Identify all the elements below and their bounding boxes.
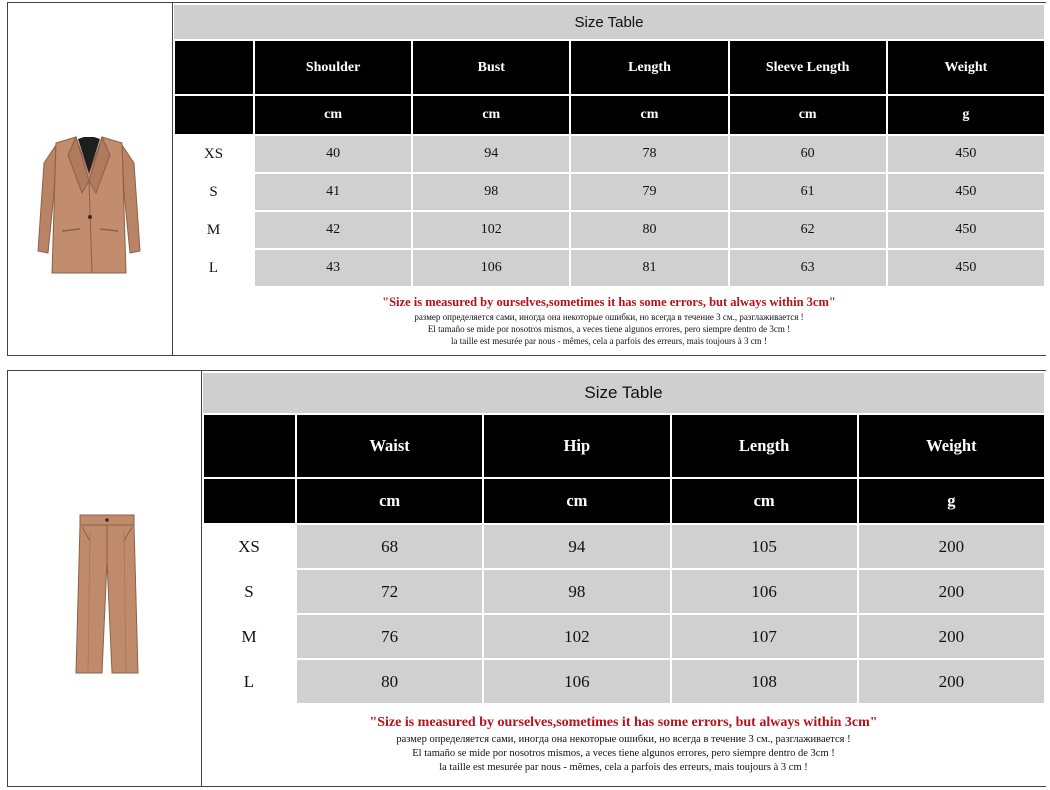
- size-label: M: [203, 614, 296, 659]
- pants-unit-cell: cm: [483, 478, 670, 524]
- value-cell: 98: [412, 173, 570, 211]
- jacket-size-table: [173, 3, 1046, 355]
- note-russian: размер определяется сами, иногда она некоторые ошибки, но всегда в течение 3 см., разглаживается !: [414, 311, 804, 322]
- pants-header-waist: Waist: [296, 414, 483, 478]
- pants-header-weight: Weight: [858, 414, 1045, 478]
- value-cell: 80: [296, 659, 483, 704]
- jacket-unit-cell: cm: [570, 95, 728, 135]
- pants-table-title: Size Table: [203, 372, 1045, 414]
- pants-header-hip: Hip: [483, 414, 670, 478]
- value-cell: 200: [858, 614, 1045, 659]
- value-cell: 40: [254, 135, 412, 173]
- note-french: la taille est mesurée par nous - mêmes, cela a parfois des erreurs, mais toujours à 3 cm !: [439, 762, 808, 774]
- blazer-image: [34, 133, 144, 283]
- value-cell: 63: [729, 249, 887, 287]
- pants-unit-corner: [203, 478, 296, 524]
- value-cell: 81: [570, 249, 728, 287]
- pants-size-table: [202, 371, 1046, 786]
- value-cell: 450: [887, 173, 1045, 211]
- value-cell: 450: [887, 249, 1045, 287]
- pants-unit-cell: cm: [671, 478, 858, 524]
- note-russian: размер определяется сами, иногда она некоторые ошибки, но всегда в течение 3 см., разглаживается !: [396, 733, 851, 745]
- table-row: [174, 211, 1045, 249]
- value-cell: 102: [412, 211, 570, 249]
- table-row: [203, 659, 1045, 704]
- value-cell: 450: [887, 135, 1045, 173]
- jacket-header-length: Length: [570, 40, 728, 95]
- note-spanish: El tamaño se mide por nosotros mismos, a veces tiene algunos errores, pero siempre dentro de 3cm !: [412, 747, 835, 759]
- jacket-header-shoulder: Shoulder: [254, 40, 412, 95]
- value-cell: 78: [570, 135, 728, 173]
- pants-header-length: Length: [671, 414, 858, 478]
- value-cell: 62: [729, 211, 887, 249]
- value-cell: 76: [296, 614, 483, 659]
- value-cell: 106: [671, 569, 858, 614]
- jacket-photo-cell: [8, 3, 173, 355]
- value-cell: 60: [729, 135, 887, 173]
- table-row: [174, 135, 1045, 173]
- table-row: [174, 249, 1045, 287]
- jacket-unit-cell: cm: [729, 95, 887, 135]
- value-cell: 79: [570, 173, 728, 211]
- value-cell: 41: [254, 173, 412, 211]
- jacket-table-title: Size Table: [174, 4, 1045, 40]
- pants-unit-cell: cm: [296, 478, 483, 524]
- size-label: S: [203, 569, 296, 614]
- value-cell: 94: [483, 524, 670, 569]
- value-cell: 108: [671, 659, 858, 704]
- table-row: [203, 524, 1045, 569]
- value-cell: 200: [858, 569, 1045, 614]
- pants-unit-cell: g: [858, 478, 1045, 524]
- value-cell: 200: [858, 659, 1045, 704]
- jacket-unit-cell: cm: [412, 95, 570, 135]
- value-cell: 200: [858, 524, 1045, 569]
- value-cell: 105: [671, 524, 858, 569]
- jacket-size-chart: [7, 2, 1046, 356]
- jacket-unit-cell: cm: [254, 95, 412, 135]
- value-cell: 94: [412, 135, 570, 173]
- pants-size-chart: [7, 370, 1046, 787]
- size-label: S: [174, 173, 254, 211]
- jacket-header-corner: [174, 40, 254, 95]
- table-row: [174, 173, 1045, 211]
- table-row: [203, 614, 1045, 659]
- value-cell: 72: [296, 569, 483, 614]
- size-label: XS: [174, 135, 254, 173]
- value-cell: 98: [483, 569, 670, 614]
- size-label: M: [174, 211, 254, 249]
- value-cell: 450: [887, 211, 1045, 249]
- pants-measurement-note: [203, 704, 1045, 785]
- value-cell: 80: [570, 211, 728, 249]
- table-row: [203, 569, 1045, 614]
- jacket-header-bust: Bust: [412, 40, 570, 95]
- size-label: XS: [203, 524, 296, 569]
- jacket-header-sleeve-length: Sleeve Length: [729, 40, 887, 95]
- pants-header-corner: [203, 414, 296, 478]
- value-cell: 107: [671, 614, 858, 659]
- size-label: L: [174, 249, 254, 287]
- note-english: "Size is measured by ourselves,sometimes it has some errors, but always within 3cm": [382, 294, 836, 309]
- value-cell: 42: [254, 211, 412, 249]
- value-cell: 43: [254, 249, 412, 287]
- value-cell: 106: [412, 249, 570, 287]
- jacket-measurement-note: [174, 287, 1045, 354]
- size-label: L: [203, 659, 296, 704]
- jacket-unit-cell: g: [887, 95, 1045, 135]
- pants-photo-cell: [8, 371, 202, 786]
- jacket-unit-corner: [174, 95, 254, 135]
- value-cell: 68: [296, 524, 483, 569]
- note-english: "Size is measured by ourselves,sometimes it has some errors, but always within 3cm": [369, 714, 878, 730]
- value-cell: 61: [729, 173, 887, 211]
- value-cell: 102: [483, 614, 670, 659]
- value-cell: 106: [483, 659, 670, 704]
- note-spanish: El tamaño se mide por nosotros mismos, a veces tiene algunos errores, pero siempre dentro de 3cm !: [427, 323, 791, 334]
- jacket-header-weight: Weight: [887, 40, 1045, 95]
- trousers-image: [68, 511, 148, 681]
- note-french: la taille est mesurée par nous - mêmes, cela a parfois des erreurs, mais toujours à 3 cm !: [451, 336, 767, 346]
